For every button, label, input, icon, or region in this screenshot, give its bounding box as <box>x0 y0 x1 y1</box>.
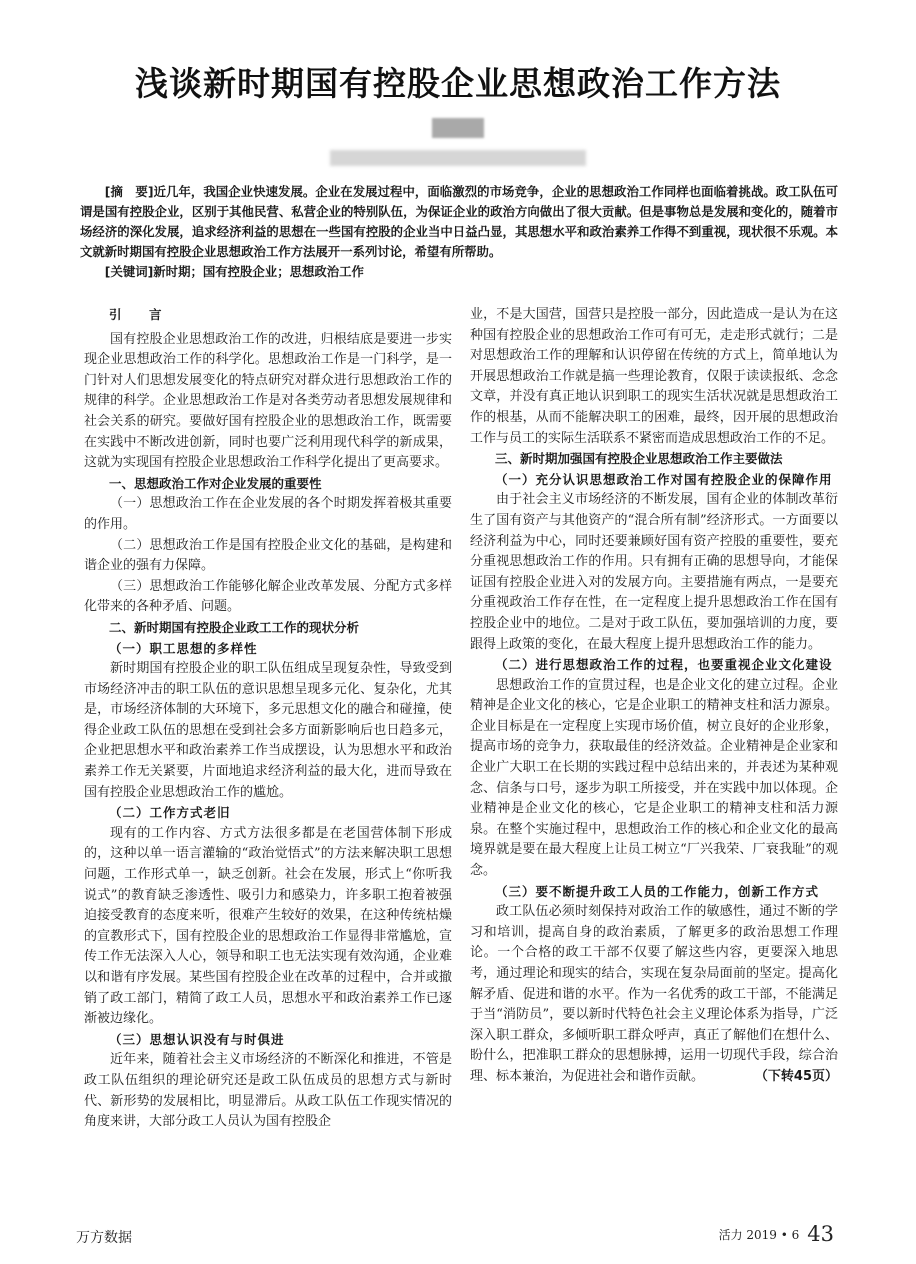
section-3-sub-3-heading: （三）要不断提升政工人员的工作能力，创新工作方式 <box>495 883 820 899</box>
article-title: 浅谈新时期国有控股企业思想政治工作方法 <box>135 64 781 103</box>
right-column <box>470 305 838 1088</box>
redacted-affiliation <box>330 150 586 166</box>
section-2-heading: 二、新时期国有控股企业政工工作的现状分析 <box>109 619 360 635</box>
section-2-sub-1-text: 新时期国有控股企业的职工队伍组成呈现复杂性，导致受到市场经济冲击的职工队伍的意识思想呈现多元化、复杂化，尤其是，市场经济体制的大环境下，多元思想文化的融合和碰撞，使得企业政工队伍的思想在受到社会多方面新影响后也日趋多元，企业把思想水平和政治素养工作当成摆设，认为思想水平和政治素养工作无关紧要，片面地追求经济利益的最大化，进而导致在国有控股企业思想政治工作的尴尬。 <box>84 661 452 800</box>
abstract-block <box>80 182 838 282</box>
section-3-sub-3-body: 政工队伍必须时刻保持对政治工作的敏感性，通过不断的学习和培训，提高自身的政治素质，了解更多的政治思想工作理论。一个合格的政工干部不仅要了解这些内容，更要深入地思考，通过理论和现实的结合，实现在复杂局面前的坚定。提高化解矛盾、促进和谐的水平。作为一名优秀的政工干部，不能满足于当“消防员”，要以新时代特色社会主义理论体系为指导，广泛深入职工群众，多倾听职工群众呼声，真正了解他们在想什么、盼什么，把准职工群众的思想脉搏，运用一切现代手段，综合治理、标本兼治，为促进社会和谐作贡献。 <box>470 904 838 1084</box>
section-2-sub-2-text: 现有的工作内容、方式方法很多都是在老国营体制下形成的，这种以单一语言灌输的“政治觉悟式”的方法来解决职工思想问题，工作形式单一，缺乏创新。社会在发展，形式上“你听我说式”的教育缺乏渗透性、吸引力和感染力，许多职工抱着被强迫接受教育的态度来听，很难产生较好的效果，在这种传统枯燥的宣教形式下，国有控股企业的思想政治工作显得非常尴尬，宣传工作无法深入人心，领导和职工也无法实现有效沟通，企业难以和谐有序发展。某些国有控股企业在改革的过程中，合并或撤销了政工部门，精简了政工人员，思想水平和政治素养工作已逐渐被边缘化。 <box>84 825 452 1027</box>
section-1-item-3: （三）思想政治工作能够化解企业改革发展、分配方式多样化带来的各种矛盾、问题。 <box>84 578 452 615</box>
section-2-sub-1-heading: （一）职工思想的多样性 <box>109 640 258 656</box>
footer-journal <box>719 1222 834 1246</box>
keywords-label: [关键词] <box>104 264 154 279</box>
continued-paragraph: 业，不是大国营，国营只是控股一部分，因此造成一是认为在这种国有控股企业的思想政治工作可有可无，走走形式就行；二是对思想政治工作的理解和认识停留在传统的方式上，简单地认为开展思想政治工作就是搞一些理论教育，仅限于读读报纸、念念文章，并没有真正地认识到职工的现实生活状况就是思想政治工作的根基，从而不能解决职工的困难，最终，因开展的思想政治工作与员工的实际生活联系不紧密而造成思想政治工作的不足。 <box>470 307 838 446</box>
section-1-heading: 一、思想政治工作对企业发展的重要性 <box>109 475 322 491</box>
abstract-text: 近几年，我国企业快速发展。企业在发展过程中，面临激烈的市场竞争，企业的思想政治工作同样也面临着挑战。政工队伍可谓是国有控股企业，区别于其他民营、私营企业的特别队伍，为保证企业的政治方向做出了很大贡献。但是事物总是发展和变化的，随着市场经济的深化发展，追求经济利益的思想在一些国有控股的企业当中日益凸显，其思想水平和政治素养工作得不到重视，现状很不乐观。本文就新时期国有控股企业思想政治工作方法展开一系列讨论，希望有所帮助。 <box>80 184 838 259</box>
section-2-sub-3-heading: （三）思想认识没有与时俱进 <box>109 1031 285 1047</box>
intro-paragraph: 国有控股企业思想政治工作的改进，归根结底是要进一步实现企业思想政治工作的科学化。思想政治工作是一门科学，是一门针对人们思想发展变化的特点研究对群众进行思想政治工作的规律的科学。企业思想政治工作是对各类劳动者思想发展规律和社会关系的研究。要做好国有控股企业的思想政治工作，既需要在实践中不断改进创新，同时也要广泛利用现代科学的新成果，这就为实现国有控股企业思想政治工作科学化提出了更高要求。 <box>84 331 452 471</box>
abstract-label: [摘 要] <box>104 184 154 199</box>
left-column <box>84 305 452 1133</box>
section-1-item-1: （一）思想政治工作在企业发展的各个时期发挥着极其重要的作用。 <box>84 496 452 532</box>
section-3-sub-2-text: 思想政治工作的宣贯过程，也是企业文化的建立过程。企业精神是企业文化的核心，它是企业职工的精神支柱和活力源泉。企业目标是在一定程度上实现市场价值，树立良好的企业形象，提高市场的竞争力，获取最佳的经济效益。企业精神是企业家和企业广大职工在长期的实践过程中总结出来的，并表述为某种观念、信条与口号，逐步为职工所接受，并在实践中加以体现。企业精神是企业文化的核心，它是企业职工的精神支柱和活力源泉。在整个实施过程中，思想政治工作的核心和企业文化的最高境界就是要在最大程度上让员工树立“厂兴我荣、厂衰我耻”的观念。 <box>470 677 838 879</box>
keywords-paragraph <box>80 262 838 282</box>
redacted-author <box>432 118 484 138</box>
section-1-item-2: （二）思想政治工作是国有控股企业文化的基础，是构建和谐企业的强有力保障。 <box>84 537 452 574</box>
continued-note: （下转45页） <box>754 1068 838 1084</box>
keywords-text: 新时期；国有控股企业；思想政治工作 <box>153 264 364 279</box>
section-3-sub-1-heading: （一）充分认识思想政治工作对国有控股企业的保障作用 <box>495 471 833 487</box>
section-3-sub-3-text <box>470 902 838 1087</box>
page-number: 43 <box>807 1222 834 1246</box>
footer-source: 万方数据 <box>76 1230 132 1246</box>
journal-issue: 活力 2019 • 6 <box>718 1228 800 1242</box>
abstract-paragraph <box>80 182 838 262</box>
intro-heading: 引 言 <box>109 307 170 322</box>
section-2-sub-3-text: 近年来，随着社会主义市场经济的不断深化和推进，不管是政工队伍组织的理论研究还是政工队伍成员的思想方式与新时代、新形势的发展相比，明显滞后。从政工队伍工作现实情况的角度来讲，大部分政工人员认为国有控股企 <box>84 1052 452 1130</box>
section-3-heading: 三、新时期加强国有控股企业思想政治工作主要做法 <box>495 451 783 467</box>
section-3-sub-1-text: 由于社会主义市场经济的不断发展，国有企业的体制改革衍生了国有资产与其他资产的“混合所有制”经济形式。一方面要以经济利益为中心，同时还要兼顾好国有资产控股的重要性，要充分重视思想政治工作的作用。只有拥有正确的思想导向，才能保证国有控股企业进入对的发展方向。主要措施有两点，一是要充分重视政治工作存在性，在一定程度上提升思想政治工作在国有控股企业中的地位。二是对于政工队伍，要加强培训的力度，要跟得上政策的变化，在最大程度上提升思想政治工作的能力。 <box>470 492 838 652</box>
section-3-sub-2-heading: （二）进行思想政治工作的过程，也要重视企业文化建设 <box>495 657 833 673</box>
section-2-sub-2-heading: （二）工作方式老旧 <box>109 805 231 821</box>
